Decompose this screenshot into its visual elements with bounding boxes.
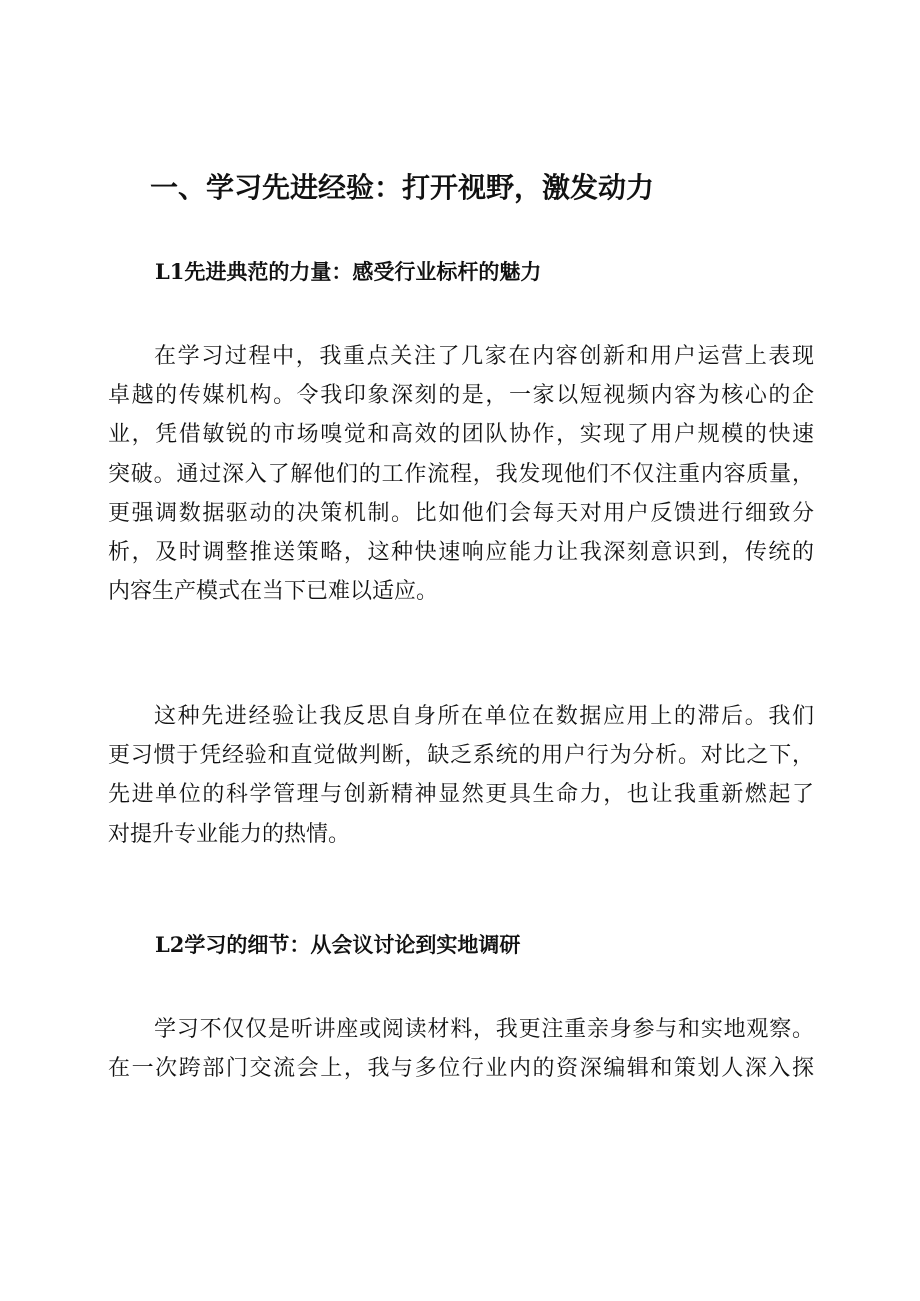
section-heading: 一、学习先进经验：打开视野，激发动力 bbox=[150, 171, 655, 204]
paragraph-line: 更习惯于凭经验和直觉做判断，缺乏系统的用户行为分析。对比之下， bbox=[108, 743, 814, 769]
paragraph-line: 先进单位的科学管理与创新精神显然更具生命力，也让我重新燃起了 bbox=[108, 782, 814, 808]
paragraph-line: 业，凭借敏锐的市场嗅觉和高效的团队协作，实现了用户规模的快速 bbox=[108, 422, 814, 448]
paragraph-line: 对提升专业能力的热情。 bbox=[108, 821, 351, 847]
paragraph-1 bbox=[108, 337, 814, 611]
subsection-heading-1 bbox=[155, 254, 855, 290]
paragraph-line: 析，及时调整推送策略，这种快速响应能力让我深刻意识到，传统的 bbox=[108, 540, 814, 566]
paragraph-line: 突破。通过深入了解他们的工作流程，我发现他们不仅注重内容质量， bbox=[108, 461, 814, 487]
subsection-heading-2 bbox=[155, 927, 855, 963]
paragraph-line: 在学习过程中，我重点关注了几家在内容创新和用户运营上表现 bbox=[154, 344, 814, 369]
subsection-number: L1 bbox=[155, 259, 185, 284]
subsection-title: 先进典范的力量：感受行业标杆的魅力 bbox=[184, 260, 542, 284]
paragraph-2 bbox=[108, 697, 814, 854]
subsection-number: L2 bbox=[155, 932, 185, 957]
paragraph-line: 学习不仅仅是听讲座或阅读材料，我更注重亲身参与和实地观察。 bbox=[154, 1017, 814, 1042]
subsection-title: 学习的细节：从会议讨论到实地调研 bbox=[184, 933, 521, 957]
paragraph-line: 这种先进经验让我反思自身所在单位在数据应用上的滞后。我们 bbox=[154, 704, 814, 729]
paragraph-line: 在一次跨部门交流会上，我与多位行业内的资深编辑和策划人深入探 bbox=[108, 1056, 814, 1082]
paragraph-line: 内容生产模式在当下已难以适应。 bbox=[108, 579, 439, 605]
paragraph-line: 卓越的传媒机构。令我印象深刻的是，一家以短视频内容为核心的企 bbox=[108, 383, 814, 409]
paragraph-3 bbox=[108, 1010, 814, 1088]
paragraph-line: 更强调数据驱动的决策机制。比如他们会每天对用户反馈进行细致分 bbox=[108, 500, 814, 526]
